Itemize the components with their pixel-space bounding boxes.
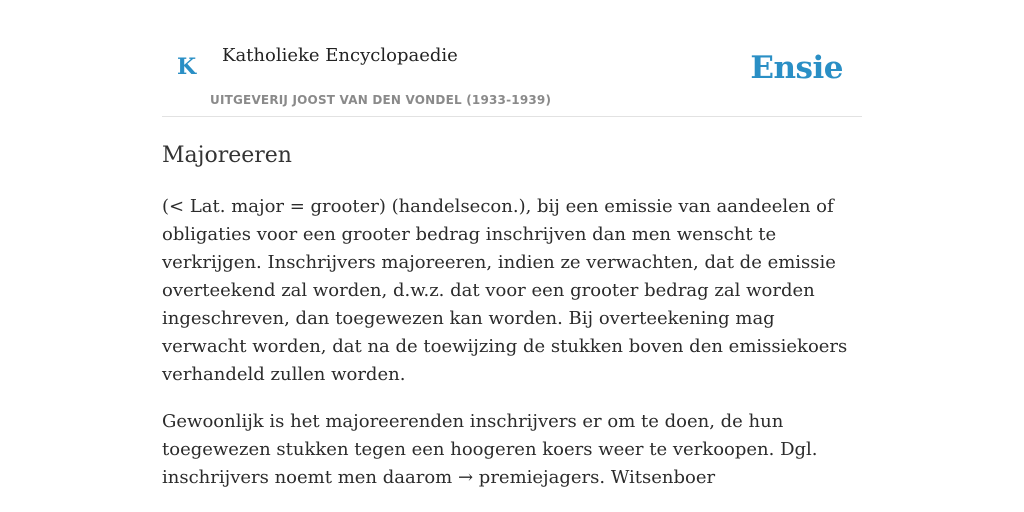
entry-paragraph-1: (< Lat. major = grooter) (handelsecon.), bij een emissie van aandeelen of obligaties voor een grooter bedrag inschrijven dan men wenscht te verkrijgen. Inschrijvers majoreeren, indien ze verwachten, dat de emissie overteekend zal worden, d.w.z. dat voor een grooter bedrag zal worden ingeschreven, dan toegewezen kan worden. Bij overteekening mag verwacht worden, dat na de toewijzing de stukken boven den emissiekoers verhandeld zullen worden. — [162, 196, 848, 385]
entry-title: Majoreeren — [162, 143, 292, 168]
entry-paragraph-2-text: Gewoonlijk is het majoreerenden inschrijvers er om te doen, de hun toegewezen stukken tegen een hoogeren koers weer te verkoopen. Dgl. inschrijvers noemt men daarom — [162, 411, 818, 488]
book-title[interactable]: Katholieke Encyclopaedie — [222, 45, 458, 66]
page — [162, 0, 862, 511]
entry-paragraph-2 — [162, 408, 862, 492]
premiejagers-link[interactable]: premiejagers. — [478, 467, 606, 488]
author-name: Witsenboer — [610, 467, 716, 488]
header — [162, 0, 862, 117]
publisher-label: UITGEVERIJ JOOST VAN DEN VONDEL (1933-1939) — [210, 93, 552, 107]
ensie-logo[interactable]: Ensie — [750, 50, 843, 86]
arrow-right-icon: → — [457, 467, 474, 488]
entry-body — [162, 193, 862, 492]
encyclopedia-logo[interactable]: K — [177, 54, 197, 80]
